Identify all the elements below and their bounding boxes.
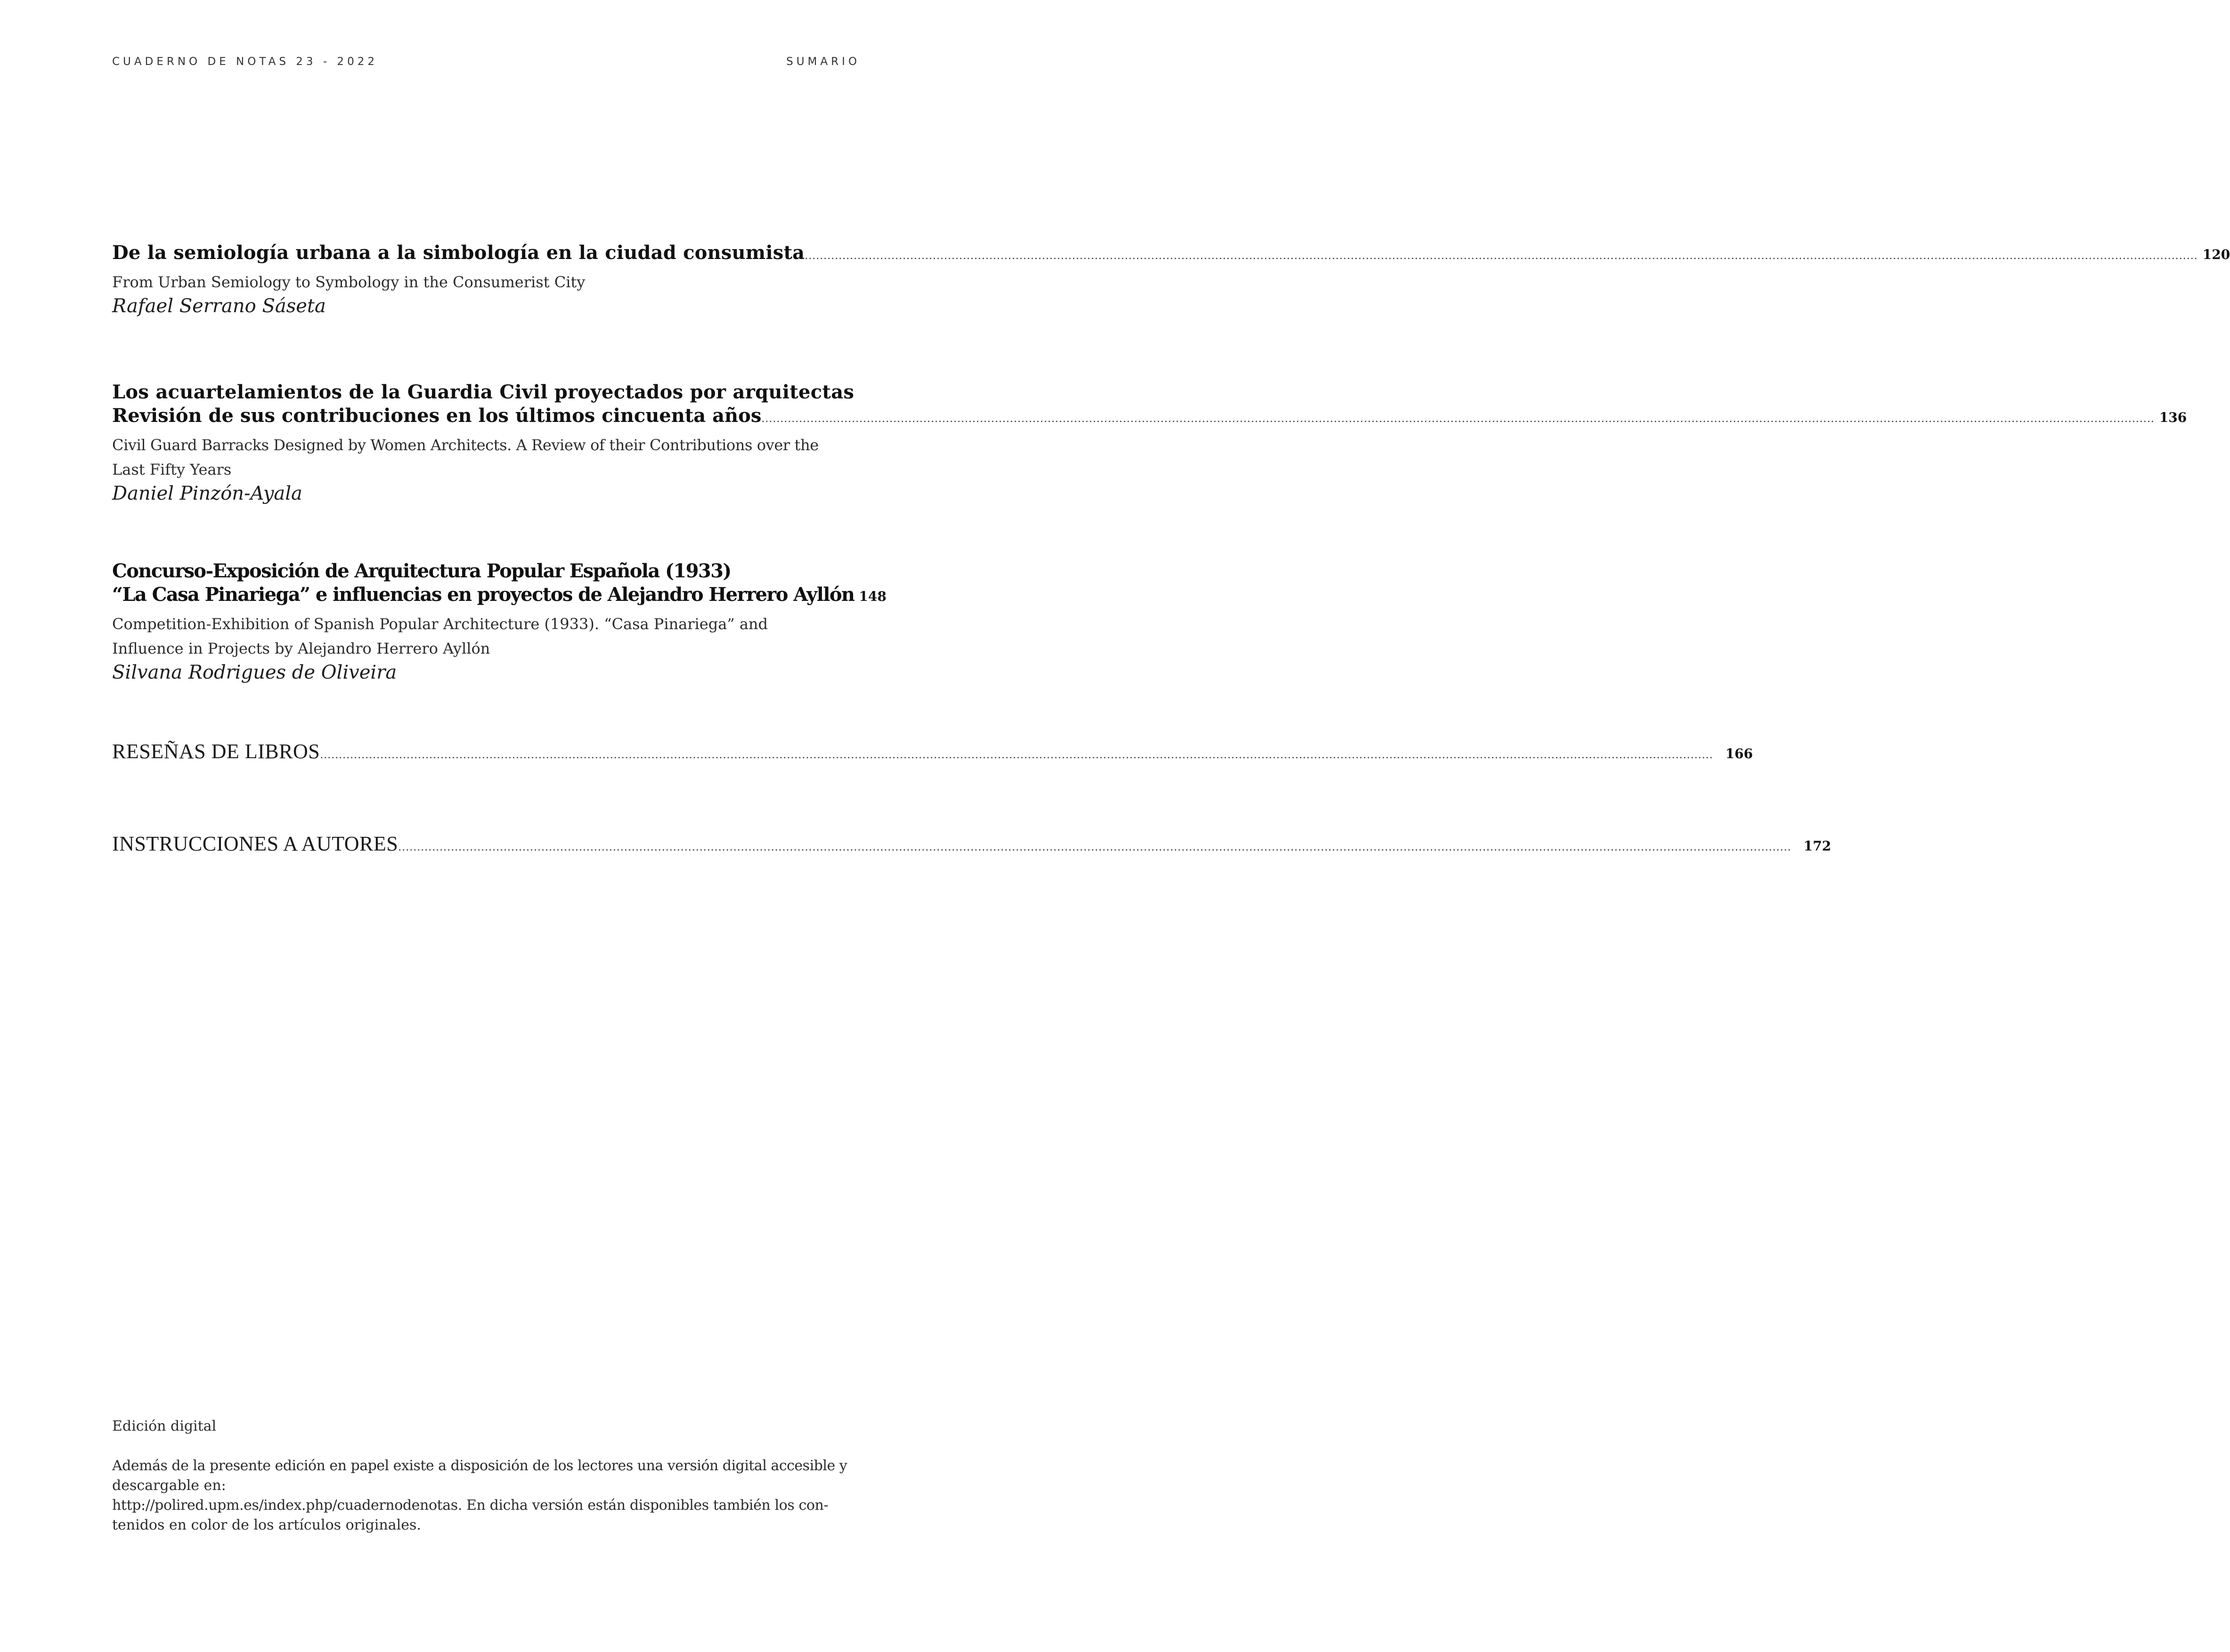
article-title-text: Los acuartelamientos de la Guardia Civil proyectados por arquitectas [112,381,855,403]
digital-edition-line: Además de la presente edición en papel existe a disposición de los lectores una versión digital accesible y [112,1458,847,1474]
dot-leader: .................................................................................................................................................................................................................................................................................................................................................................................. [398,842,1791,853]
toc-entry [112,241,2230,318]
author-name: Silvana Rodrigues de Oliveira [112,662,397,683]
digital-edition-url-line[interactable]: http://polired.upm.es/index.php/cuadernodenotas. En dicha versión están disponibles también los con- [112,1497,829,1514]
journal-issue: CUADERNO DE NOTAS 23 - 2022 [112,56,378,68]
author-name: Rafael Serrano Sáseta [112,295,326,317]
article-title[interactable] [112,583,887,610]
toc-entry [112,559,887,684]
digital-edition-line: descargable en: [112,1477,226,1494]
dot-leader: .................................................................................................................................................................................................................................................................................................................................................................................. [320,749,1713,761]
section-instructions[interactable] [112,832,1831,856]
section-label: RESEÑAS DE LIBROS [112,740,320,763]
article-title-text: Concurso-Exposición de Arquitectura Popular Española (1933) [112,560,731,582]
author-name: Daniel Pinzón-Ayala [112,483,302,504]
english-title-line: Competition-Exhibition of Spanish Popular Architecture (1933). “Casa Pinariega” and [112,615,768,633]
page-number[interactable]: 148 [859,589,887,604]
page-number[interactable]: 120 [2202,247,2230,262]
toc-section [112,832,1831,856]
section-label: INSTRUCCIONES A AUTORES [112,832,399,855]
toc-section [112,739,1753,763]
article-title-text: “La Casa Pinariega” e influencias en proyectos de Alejandro Herrero Ayllón [112,583,855,606]
article-title[interactable] [112,241,2230,268]
running-head [112,56,860,68]
section-name: SUMARIO [786,56,860,68]
page-number[interactable]: 166 [1725,746,1753,761]
page-number[interactable]: 172 [1803,838,1831,854]
english-title-line: Last Fifty Years [112,461,232,478]
digital-edition-heading: Edición digital [112,1418,217,1434]
dot-leader: .................................................................................................................................................................................................................................................................................................................................................................................. [805,250,2198,262]
dot-leader: .................................................................................................................................................................................................................................................................................................................................................................................. [761,413,2155,425]
article-title[interactable] [112,404,2187,431]
digital-edition-line: tenidos en color de los artículos originales. [112,1517,421,1533]
digital-edition-note [112,1417,860,1535]
english-title: From Urban Semiology to Symbology in the Consumerist City [112,273,586,291]
english-title [112,433,860,482]
english-title-line: Influence in Projects by Alejandro Herrero Ayllón [112,640,490,657]
english-title-line: Civil Guard Barracks Designed by Women Architects. A Review of their Contributions over the [112,436,819,454]
article-title-text: Revisión de sus contribuciones en los últimos cincuenta años [112,405,762,427]
toc-entry [112,381,2187,505]
article-title-line[interactable] [112,559,860,583]
english-title [112,612,860,661]
section-reviews[interactable] [112,739,1753,763]
article-title-line[interactable] [112,381,860,404]
page-number[interactable]: 136 [2159,410,2187,425]
article-title-text: De la semiología urbana a la simbología en la ciudad consumista [112,242,805,264]
